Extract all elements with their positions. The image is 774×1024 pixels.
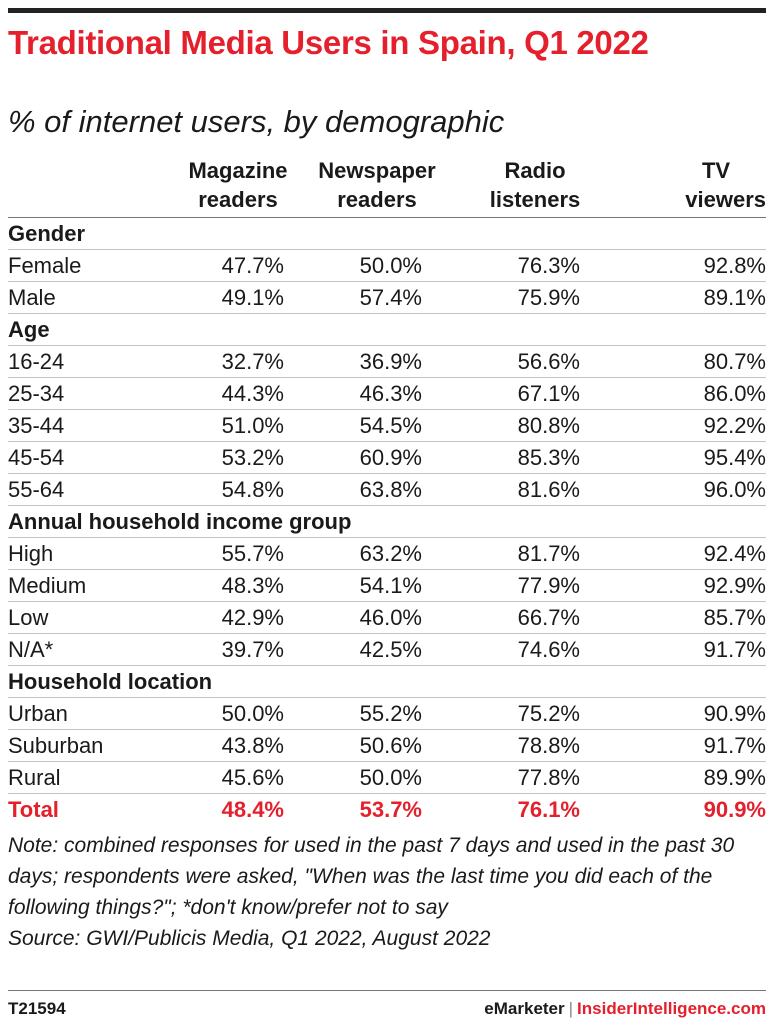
table-body <box>8 218 766 826</box>
cell-radio: 78.8% <box>456 730 614 762</box>
row-label: Low <box>8 602 178 634</box>
cell-tv: 86.0% <box>614 378 766 410</box>
table-row <box>8 346 766 378</box>
cell-tv: 90.9% <box>614 794 766 826</box>
cell-magazine: 42.9% <box>178 602 298 634</box>
brand-separator: | <box>568 999 574 1018</box>
chart-note <box>8 830 766 954</box>
table-row <box>8 538 766 570</box>
row-label: 25-34 <box>8 378 178 410</box>
cell-radio: 75.2% <box>456 698 614 730</box>
cell-magazine: 44.3% <box>178 378 298 410</box>
cell-magazine: 54.8% <box>178 474 298 506</box>
cell-radio: 67.1% <box>456 378 614 410</box>
table-row <box>8 410 766 442</box>
cell-magazine: 43.8% <box>178 730 298 762</box>
cell-newspaper: 46.3% <box>298 378 456 410</box>
table-row <box>8 474 766 506</box>
table-row <box>8 282 766 314</box>
col-header-magazine: Magazine readers <box>178 153 298 218</box>
row-label: Female <box>8 250 178 282</box>
cell-radio: 77.9% <box>456 570 614 602</box>
table-row <box>8 730 766 762</box>
cell-magazine: 32.7% <box>178 346 298 378</box>
footer-rule <box>8 990 766 991</box>
cell-radio: 66.7% <box>456 602 614 634</box>
cell-newspaper: 50.0% <box>298 762 456 794</box>
total-row <box>8 794 766 826</box>
row-label: 16-24 <box>8 346 178 378</box>
row-label: 45-54 <box>8 442 178 474</box>
cell-newspaper: 54.1% <box>298 570 456 602</box>
cell-tv: 91.7% <box>614 730 766 762</box>
cell-tv: 91.7% <box>614 634 766 666</box>
cell-radio: 81.7% <box>456 538 614 570</box>
table-row <box>8 602 766 634</box>
cell-newspaper: 53.7% <box>298 794 456 826</box>
cell-magazine: 45.6% <box>178 762 298 794</box>
row-label: 55-64 <box>8 474 178 506</box>
table-row <box>8 634 766 666</box>
cell-tv: 92.9% <box>614 570 766 602</box>
cell-radio: 56.6% <box>456 346 614 378</box>
cell-magazine: 53.2% <box>178 442 298 474</box>
cell-newspaper: 36.9% <box>298 346 456 378</box>
top-rule <box>8 8 766 13</box>
data-table <box>8 153 766 825</box>
cell-tv: 90.9% <box>614 698 766 730</box>
cell-tv: 89.1% <box>614 282 766 314</box>
table-row <box>8 250 766 282</box>
section-row <box>8 506 766 538</box>
cell-radio: 85.3% <box>456 442 614 474</box>
table-row <box>8 698 766 730</box>
brand-insider-intelligence: InsiderIntelligence.com <box>577 999 766 1018</box>
table-row <box>8 762 766 794</box>
cell-radio: 76.1% <box>456 794 614 826</box>
section-label: Age <box>8 314 766 346</box>
section-row <box>8 666 766 698</box>
cell-newspaper: 46.0% <box>298 602 456 634</box>
cell-newspaper: 50.6% <box>298 730 456 762</box>
header-blank <box>8 153 178 218</box>
section-label: Gender <box>8 218 766 250</box>
cell-newspaper: 63.8% <box>298 474 456 506</box>
cell-magazine: 47.7% <box>178 250 298 282</box>
cell-newspaper: 50.0% <box>298 250 456 282</box>
row-label: N/A* <box>8 634 178 666</box>
header-row <box>8 153 766 218</box>
chart-id: T21594 <box>8 999 66 1018</box>
cell-radio: 75.9% <box>456 282 614 314</box>
cell-tv: 85.7% <box>614 602 766 634</box>
cell-radio: 74.6% <box>456 634 614 666</box>
cell-newspaper: 57.4% <box>298 282 456 314</box>
table-row <box>8 570 766 602</box>
row-label: Suburban <box>8 730 178 762</box>
brand-emarketer: eMarketer <box>484 999 565 1018</box>
cell-tv: 92.8% <box>614 250 766 282</box>
footer-brand <box>484 999 766 1019</box>
chart-title: Traditional Media Users in Spain, Q1 2022 <box>8 24 649 61</box>
cell-newspaper: 60.9% <box>298 442 456 474</box>
section-row <box>8 314 766 346</box>
col-header-radio: Radio listeners <box>456 153 614 218</box>
row-label: Male <box>8 282 178 314</box>
col-header-newspaper: Newspaper readers <box>298 153 456 218</box>
section-row <box>8 218 766 250</box>
cell-magazine: 39.7% <box>178 634 298 666</box>
cell-newspaper: 42.5% <box>298 634 456 666</box>
row-label: Medium <box>8 570 178 602</box>
section-label: Household location <box>8 666 766 698</box>
cell-radio: 81.6% <box>456 474 614 506</box>
table-row <box>8 378 766 410</box>
cell-magazine: 51.0% <box>178 410 298 442</box>
row-label: Rural <box>8 762 178 794</box>
section-label: Annual household income group <box>8 506 766 538</box>
cell-magazine: 48.4% <box>178 794 298 826</box>
cell-tv: 92.4% <box>614 538 766 570</box>
cell-radio: 76.3% <box>456 250 614 282</box>
cell-newspaper: 63.2% <box>298 538 456 570</box>
cell-tv: 96.0% <box>614 474 766 506</box>
cell-magazine: 55.7% <box>178 538 298 570</box>
row-label: Total <box>8 794 178 826</box>
chart-subtitle: % of internet users, by demographic <box>8 104 505 139</box>
col-header-tv: TV viewers <box>614 153 766 218</box>
cell-radio: 77.8% <box>456 762 614 794</box>
table-row <box>8 442 766 474</box>
row-label: Urban <box>8 698 178 730</box>
cell-tv: 89.9% <box>614 762 766 794</box>
cell-tv: 80.7% <box>614 346 766 378</box>
cell-tv: 95.4% <box>614 442 766 474</box>
cell-magazine: 50.0% <box>178 698 298 730</box>
cell-newspaper: 55.2% <box>298 698 456 730</box>
source-text: Source: GWI/Publicis Media, Q1 2022, August 2022 <box>8 927 491 950</box>
row-label: 35-44 <box>8 410 178 442</box>
cell-tv: 92.2% <box>614 410 766 442</box>
row-label: High <box>8 538 178 570</box>
cell-magazine: 48.3% <box>178 570 298 602</box>
note-text: Note: combined responses for used in the past 7 days and used in the past 30 days; respondents were asked, "When was the last time you did each of the following things?"; *don't know/prefer not to say <box>8 834 735 919</box>
cell-radio: 80.8% <box>456 410 614 442</box>
cell-magazine: 49.1% <box>178 282 298 314</box>
cell-newspaper: 54.5% <box>298 410 456 442</box>
